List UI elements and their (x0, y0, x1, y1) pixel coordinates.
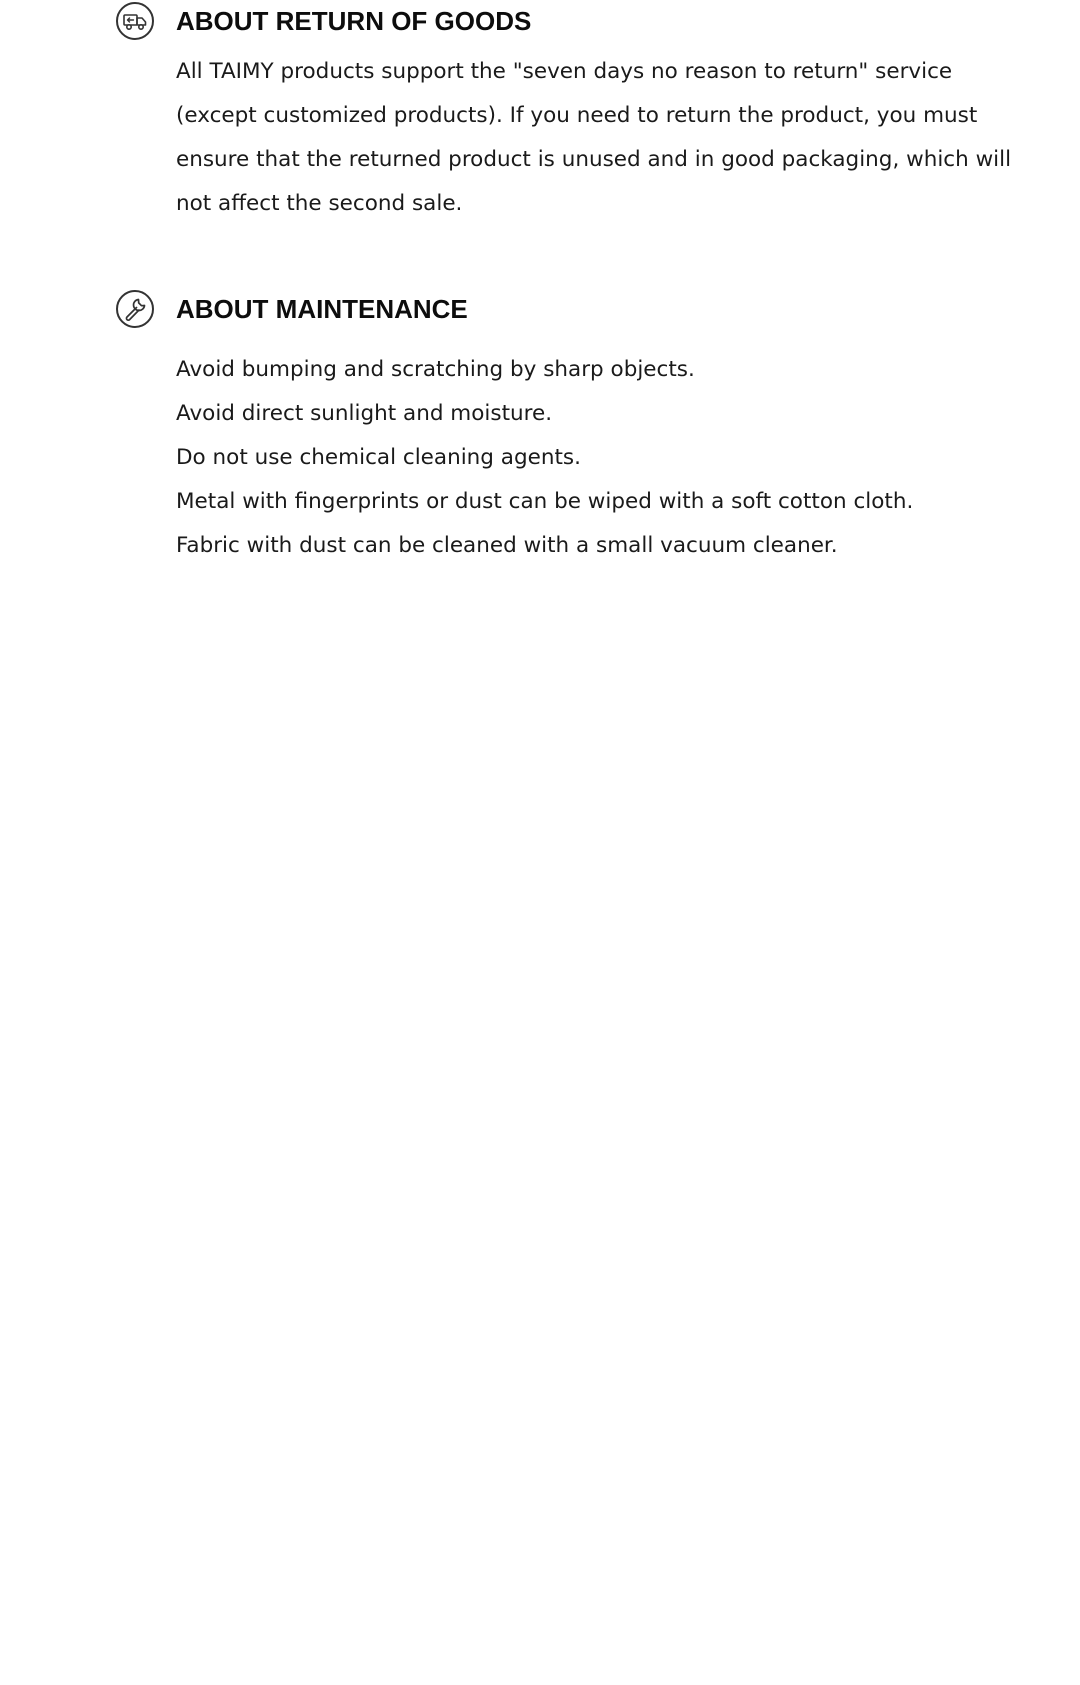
wrench-icon (115, 289, 155, 329)
list-item: Avoid direct sunlight and moisture. (176, 401, 553, 426)
maintenance-section-title: ABOUT MAINTENANCE (176, 294, 468, 324)
delivery-truck-icon (115, 1, 155, 41)
list-item: Metal with fingerprints or dust can be wiped with a soft cotton cloth. (176, 489, 914, 514)
return-policy-text: All TAIMY products support the "seven days no reason to return" service (except customized products). If you need to return the product, you must ensure that the returned product is unused and in good packaging, which will not affect the second sale. (176, 59, 1012, 216)
list-item: Avoid bumping and scratching by sharp objects. (176, 357, 695, 382)
list-item: Do not use chemical cleaning agents. (176, 445, 581, 470)
list-item: Fabric with dust can be cleaned with a small vacuum cleaner. (176, 533, 838, 558)
maintenance-tips-list (176, 348, 1036, 568)
return-section-title: ABOUT RETURN OF GOODS (176, 6, 532, 36)
